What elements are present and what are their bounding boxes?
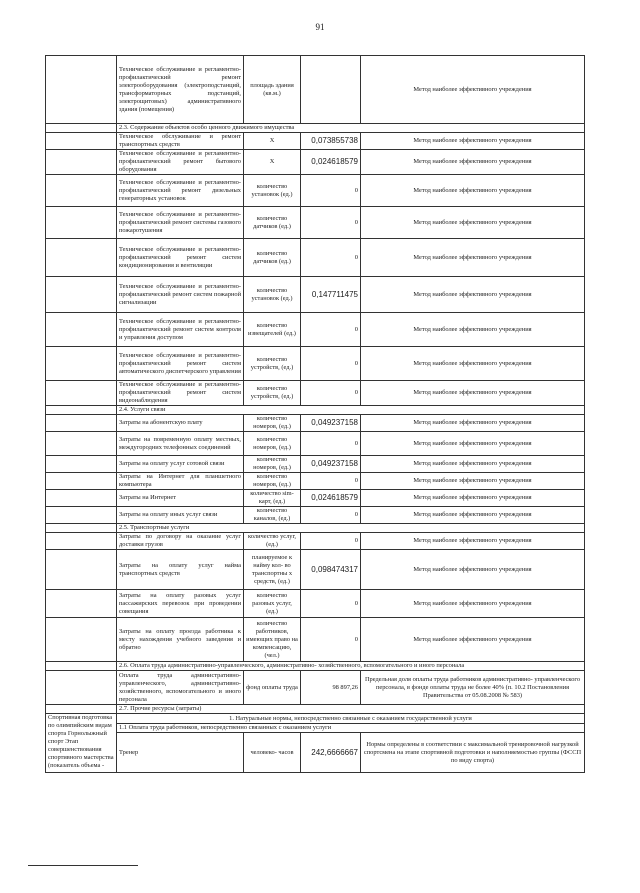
table-row xyxy=(46,456,585,473)
unit-of-measure: количество разовых услуг, (ед.) xyxy=(244,590,301,618)
table-row xyxy=(46,432,585,456)
cost-item-name: Техническое обслуживание и регламентно- профилактический ремонт бытового оборудования xyxy=(117,150,244,175)
table-row xyxy=(46,590,585,618)
calculation-method: Метод наиболее эффективного учреждения xyxy=(361,618,585,662)
unit-of-measure: человеко- часов xyxy=(244,733,301,773)
cost-item-name: Оплата труда административно- управленческого, административно- хозяйственного, вспомогательного и иного персонала xyxy=(117,671,244,705)
cost-item-name: Затраты на оплату услуг сотовой связи xyxy=(117,456,244,473)
service-column-cell xyxy=(46,533,117,550)
service-column-cell xyxy=(46,590,117,618)
unit-of-measure: фонд оплаты труда xyxy=(244,671,301,705)
unit-of-measure: площадь здания (кв.м.) xyxy=(244,56,301,124)
calculation-method: Метод наиболее эффективного учреждения xyxy=(361,415,585,432)
page-number: 91 xyxy=(315,22,325,32)
unit-of-measure: количество датчиков (ед.) xyxy=(244,207,301,239)
norm-value: 0 xyxy=(301,590,361,618)
norm-value: 0 xyxy=(301,207,361,239)
cost-item-name: Затраты на абонентскую плату xyxy=(117,415,244,432)
table-row xyxy=(46,150,585,175)
service-column-cell xyxy=(46,705,117,714)
norms-table xyxy=(45,55,585,773)
cost-item-name: Техническое обслуживание и регламентно- профилактический ремонт систем автоматического диспетчерского управления xyxy=(117,347,244,381)
table-row xyxy=(46,133,585,150)
section-row xyxy=(46,524,585,533)
calculation-method: Нормы определены в соответствии с максимальной тренировочной нагрузкой спортсмена на этапе спортивной подготовки и наполняемостью группы (ФССП по виду спорта) xyxy=(361,733,585,773)
table-row xyxy=(46,415,585,432)
table-row xyxy=(46,490,585,507)
calculation-method: Метод наиболее эффективного учреждения xyxy=(361,175,585,207)
cost-item-name: Техническое обслуживание и регламентно- профилактический ремонт систем контроля и управления доступом xyxy=(117,313,244,347)
service-label: Спортивная подготовка по олимпийским видам спорта Горнолыжный спорт Этап совершенствования спортивного мастерства (показатель объема - xyxy=(46,714,117,773)
service-column-cell xyxy=(46,207,117,239)
norm-value: 0,073855738 xyxy=(301,133,361,150)
service-column-cell xyxy=(46,56,117,124)
norm-value: 0 xyxy=(301,533,361,550)
service-column-cell xyxy=(46,618,117,662)
service-column-cell xyxy=(46,662,117,671)
section-row xyxy=(46,662,585,671)
calculation-method: Метод наиболее эффективного учреждения xyxy=(361,56,585,124)
calculation-method: Предельная доля оплаты труда работников административно- управленческого персонала, в фонде оплаты труда не более 40% (п. 10.2 Постановления Правительства от 05.08.2008 № 583) xyxy=(361,671,585,705)
norm-value: 242,6666667 xyxy=(301,733,361,773)
service-column-cell xyxy=(46,473,117,490)
norm-value: 0,098474317 xyxy=(301,550,361,590)
unit-of-measure: количество извещателей (ед.) xyxy=(244,313,301,347)
calculation-method: Метод наиболее эффективного учреждения xyxy=(361,239,585,277)
norm-value xyxy=(301,56,361,124)
unit-of-measure: количество устройств, (ед.) xyxy=(244,381,301,406)
norm-value: 0 xyxy=(301,347,361,381)
service-column-cell xyxy=(46,524,117,533)
service-heading-row xyxy=(46,714,585,724)
service-column-cell xyxy=(46,124,117,133)
section-row xyxy=(46,705,585,714)
calculation-method: Метод наиболее эффективного учреждения xyxy=(361,507,585,524)
service-column-cell xyxy=(46,671,117,705)
table-row xyxy=(46,175,585,207)
cost-item-name: Затраты на оплату иных услуг связи xyxy=(117,507,244,524)
table-row xyxy=(46,618,585,662)
unit-of-measure: планируемое к найму кол- во транспортны х средств, (ед.) xyxy=(244,550,301,590)
section-heading: 1. Натуральные нормы, непосредственно связанные с оказанием государственной услуги xyxy=(117,714,585,724)
norm-value: 0,147711475 xyxy=(301,277,361,313)
calculation-method: Метод наиболее эффективного учреждения xyxy=(361,313,585,347)
section-row xyxy=(46,406,585,415)
calculation-method: Метод наиболее эффективного учреждения xyxy=(361,473,585,490)
unit-of-measure: количество устройств, (ед.) xyxy=(244,347,301,381)
subsection-heading: 1.1 Оплата труда работников, непосредственно связанных с оказанием услуги xyxy=(117,724,585,733)
unit-of-measure: количество номеров, (ед.) xyxy=(244,415,301,432)
section-heading: 2.4. Услуги связи xyxy=(117,406,585,415)
calculation-method: Метод наиболее эффективного учреждения xyxy=(361,533,585,550)
cost-item-name: Затраты по договору на оказание услуг доставки грузов xyxy=(117,533,244,550)
cost-item-name: Техническое обслуживание и регламентно- профилактический ремонт дизельных генераторных установок xyxy=(117,175,244,207)
calculation-method: Метод наиболее эффективного учреждения xyxy=(361,150,585,175)
unit-of-measure: количество датчиков (ед.) xyxy=(244,239,301,277)
cost-item-name: Техническое обслуживание и регламентно- профилактический ремонт систем кондиционирования и вентиляции xyxy=(117,239,244,277)
table-row xyxy=(46,733,585,773)
calculation-method: Метод наиболее эффективного учреждения xyxy=(361,133,585,150)
norm-value: 0 xyxy=(301,618,361,662)
table-row xyxy=(46,381,585,406)
table-row xyxy=(46,671,585,705)
cost-item-name: Затраты на оплату разовых услуг пассажирских перевозок при проведении совещания xyxy=(117,590,244,618)
norm-value: 0,049237158 xyxy=(301,456,361,473)
section-heading: 2.3. Содержание объектов особо ценного движимого имущества xyxy=(117,124,585,133)
service-column-cell xyxy=(46,347,117,381)
table-row xyxy=(46,207,585,239)
footer-rule xyxy=(28,865,138,866)
service-column-cell xyxy=(46,381,117,406)
section-row xyxy=(46,124,585,133)
table-row xyxy=(46,56,585,124)
calculation-method: Метод наиболее эффективного учреждения xyxy=(361,207,585,239)
calculation-method: Метод наиболее эффективного учреждения xyxy=(361,490,585,507)
cost-item-name: Затраты на Интернет xyxy=(117,490,244,507)
norm-value: 0 xyxy=(301,239,361,277)
unit-of-measure: количество номеров, (ед.) xyxy=(244,456,301,473)
service-column-cell xyxy=(46,456,117,473)
norm-value: 0,024618579 xyxy=(301,490,361,507)
table-row xyxy=(46,533,585,550)
norm-value: 0,049237158 xyxy=(301,415,361,432)
table-row xyxy=(46,313,585,347)
unit-of-measure: количество номеров, (ед.) xyxy=(244,432,301,456)
service-column-cell xyxy=(46,313,117,347)
table-row xyxy=(46,507,585,524)
unit-of-measure: количество работников, имеющих право на компенсацию, (чел.) xyxy=(244,618,301,662)
section-heading: 2.6. Оплата труда административно-управленческого, административно- хозяйственного, вспомогательного и иного персонала xyxy=(117,662,585,671)
service-column-cell xyxy=(46,415,117,432)
cost-item-name: Техническое обслуживание и регламентно- профилактический ремонт систем видеонаблюдения xyxy=(117,381,244,406)
table-row xyxy=(46,473,585,490)
table-row xyxy=(46,550,585,590)
service-column-cell xyxy=(46,150,117,175)
service-column-cell xyxy=(46,507,117,524)
subsection-row xyxy=(46,724,585,733)
service-column-cell xyxy=(46,490,117,507)
service-column-cell xyxy=(46,550,117,590)
cost-item-name: Техническое обслуживание и регламентно- профилактический ремонт электрооборудования (электроподстанций, трансформаторных подстанций, электрощитовых) административного здания (помещения) xyxy=(117,56,244,124)
norm-value: 0 xyxy=(301,473,361,490)
unit-of-measure: количество номеров, (ед.) xyxy=(244,473,301,490)
calculation-method: Метод наиболее эффективного учреждения xyxy=(361,456,585,473)
cost-item-name: Затраты на оплату проезда работника к месту нахождения учебного заведения и обратно xyxy=(117,618,244,662)
service-column-cell xyxy=(46,175,117,207)
unit-of-measure: X xyxy=(244,133,301,150)
norm-value: 0 xyxy=(301,175,361,207)
norm-value: 0 xyxy=(301,381,361,406)
unit-of-measure: количество установок (ед.) xyxy=(244,175,301,207)
cost-item-name: Затраты на оплату услуг найма транспортных средств xyxy=(117,550,244,590)
norm-value: 0 xyxy=(301,507,361,524)
table-row xyxy=(46,277,585,313)
calculation-method: Метод наиболее эффективного учреждения xyxy=(361,347,585,381)
norm-value: 0,024618579 xyxy=(301,150,361,175)
cost-item-name: Затраты на Интернет для планшетного компьютера xyxy=(117,473,244,490)
cost-item-name: Техническое обслуживание и регламентно- профилактический ремонт системы газового пожаротушения xyxy=(117,207,244,239)
norm-value: 0 xyxy=(301,432,361,456)
service-column-cell xyxy=(46,239,117,277)
calculation-method: Метод наиболее эффективного учреждения xyxy=(361,550,585,590)
table-row xyxy=(46,347,585,381)
service-column-cell xyxy=(46,406,117,415)
unit-of-measure: X xyxy=(244,150,301,175)
unit-of-measure: количество услуг, (ед.) xyxy=(244,533,301,550)
section-heading: 2.7. Прочие ресурсы (затраты) xyxy=(117,705,585,714)
service-column-cell xyxy=(46,133,117,150)
cost-item-name: Тренер xyxy=(117,733,244,773)
service-column-cell xyxy=(46,277,117,313)
cost-item-name: Техническое обслуживание и регламентно- профилактический ремонт систем пожарной сигнализации xyxy=(117,277,244,313)
cost-item-name: Затраты на повременную оплату местных, междугородних телефонных соединений xyxy=(117,432,244,456)
section-heading: 2.5. Транспортные услуги xyxy=(117,524,585,533)
unit-of-measure: количество установок (ед.) xyxy=(244,277,301,313)
unit-of-measure: количество каналов, (ед.) xyxy=(244,507,301,524)
calculation-method: Метод наиболее эффективного учреждения xyxy=(361,381,585,406)
unit-of-measure: количество sim-карт, (ед.) xyxy=(244,490,301,507)
calculation-method: Метод наиболее эффективного учреждения xyxy=(361,432,585,456)
norm-value: 0 xyxy=(301,313,361,347)
norm-value: 98 897,26 xyxy=(301,671,361,705)
calculation-method: Метод наиболее эффективного учреждения xyxy=(361,590,585,618)
cost-item-name: Техническое обслуживание и ремонт транспортных средств xyxy=(117,133,244,150)
table-row xyxy=(46,239,585,277)
service-column-cell xyxy=(46,432,117,456)
calculation-method: Метод наиболее эффективного учреждения xyxy=(361,277,585,313)
